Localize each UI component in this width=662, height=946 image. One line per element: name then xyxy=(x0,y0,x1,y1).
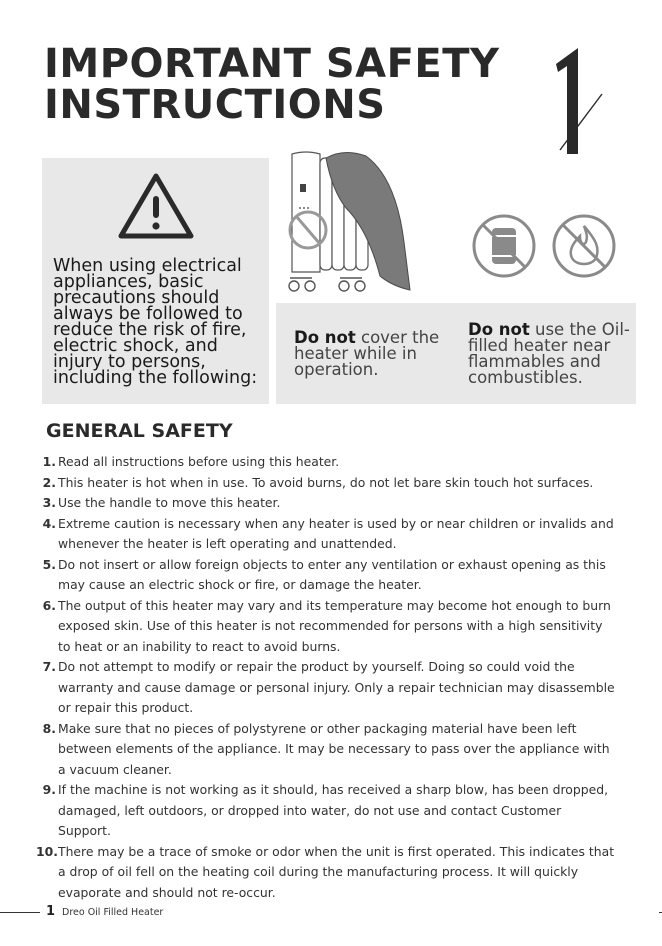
list-item-number: 5. xyxy=(42,556,56,572)
list-item-text: There may be a trace of smoke or odor when the unit is first operated. This indicates that a drop of oil fell on the heating coil during the manufacturing process. It will quickly evaporate and should not re-occur. xyxy=(58,843,615,900)
list-item xyxy=(36,514,616,555)
list-item-number: 3. xyxy=(42,495,56,510)
list-item xyxy=(36,596,616,658)
list-item xyxy=(36,473,616,494)
no-cover-caption: Do not cover the heater while in operation. xyxy=(294,328,440,379)
list-item xyxy=(36,719,616,781)
list-item-text: Do not attempt to modify or repair the product by yourself. Doing so could void the warranty and cause damage or personal injury. Only a repair technician may disassemble or repair this product. xyxy=(58,659,615,715)
list-item xyxy=(36,842,616,904)
footer-label: Dreo Oil Filled Heater xyxy=(62,907,164,918)
chapter-number xyxy=(556,46,616,156)
list-item-text: This heater is hot when in use. To avoid burns, do not let bare skin touch hot surfaces. xyxy=(58,474,594,490)
list-item-text: If the machine is not working as it should, has received a sharp blow, has been dropped, damaged, left outdoors, or dropped into water, do not use and contact Customer Support. xyxy=(58,782,609,838)
list-item-text: The output of this heater may vary and its temperature may become hot enough to burn exposed skin. Use of this heater is not recommended for persons with a high sensitivity to heat or an inability to react to avoid burns. xyxy=(58,597,611,654)
list-item-text: Do not insert or allow foreign objects to enter any ventilation or exhaust opening as this may cause an electric shock or fire, or damage the heater. xyxy=(58,556,606,592)
no-fire-icon xyxy=(554,216,614,276)
no-flammables-caption: Do not use the Oil-filled heater near flammables and combustibles. xyxy=(468,320,630,387)
title-line-2: INSTRUCTIONS xyxy=(44,82,386,128)
warning-text: When using electrical appliances, basic precautions should always be followed to reduce the risk of fire, electric shock, and injury to persons, including the following: xyxy=(53,256,258,388)
list-item xyxy=(36,452,616,473)
warning-box xyxy=(42,158,269,404)
list-item-number: 9. xyxy=(42,782,56,797)
list-item-text: Make sure that no pieces of polystyrene or other packaging material have been left between elements of the appliance. It may be necessary to pass over the appliance with a vacuum cleaner. xyxy=(58,720,610,777)
warning-triangle-icon xyxy=(116,170,196,242)
list-item-text: Read all instructions before using this heater. xyxy=(58,454,340,469)
footer-rule xyxy=(0,912,40,913)
no-flammables-icons xyxy=(470,212,622,280)
list-item-number: 4. xyxy=(42,515,56,531)
list-item-text: Use the handle to move this heater. xyxy=(58,495,281,510)
footer-page-number: 1 xyxy=(46,904,56,919)
list-item-number: 6. xyxy=(42,597,56,613)
no-fuel-can-icon xyxy=(474,216,534,276)
list-item-number: 8. xyxy=(42,720,56,736)
list-item xyxy=(36,555,616,596)
general-safety-list xyxy=(36,452,616,903)
no-cover-heater-icon xyxy=(282,150,412,296)
list-item-number: 1. xyxy=(42,454,56,469)
list-item-number: 7. xyxy=(42,659,56,674)
list-item-text: Extreme caution is necessary when any heater is used by or near children or invalids and whenever the heater is left operating and unattended. xyxy=(58,515,614,551)
title-line-1: IMPORTANT SAFETY xyxy=(44,41,500,87)
page-title xyxy=(44,41,500,128)
list-item xyxy=(36,657,616,719)
section-title-general-safety: GENERAL SAFETY xyxy=(46,420,233,442)
list-item xyxy=(36,780,616,842)
list-item-number: 10. xyxy=(36,843,58,859)
list-item xyxy=(36,493,616,514)
list-item-number: 2. xyxy=(42,474,56,490)
